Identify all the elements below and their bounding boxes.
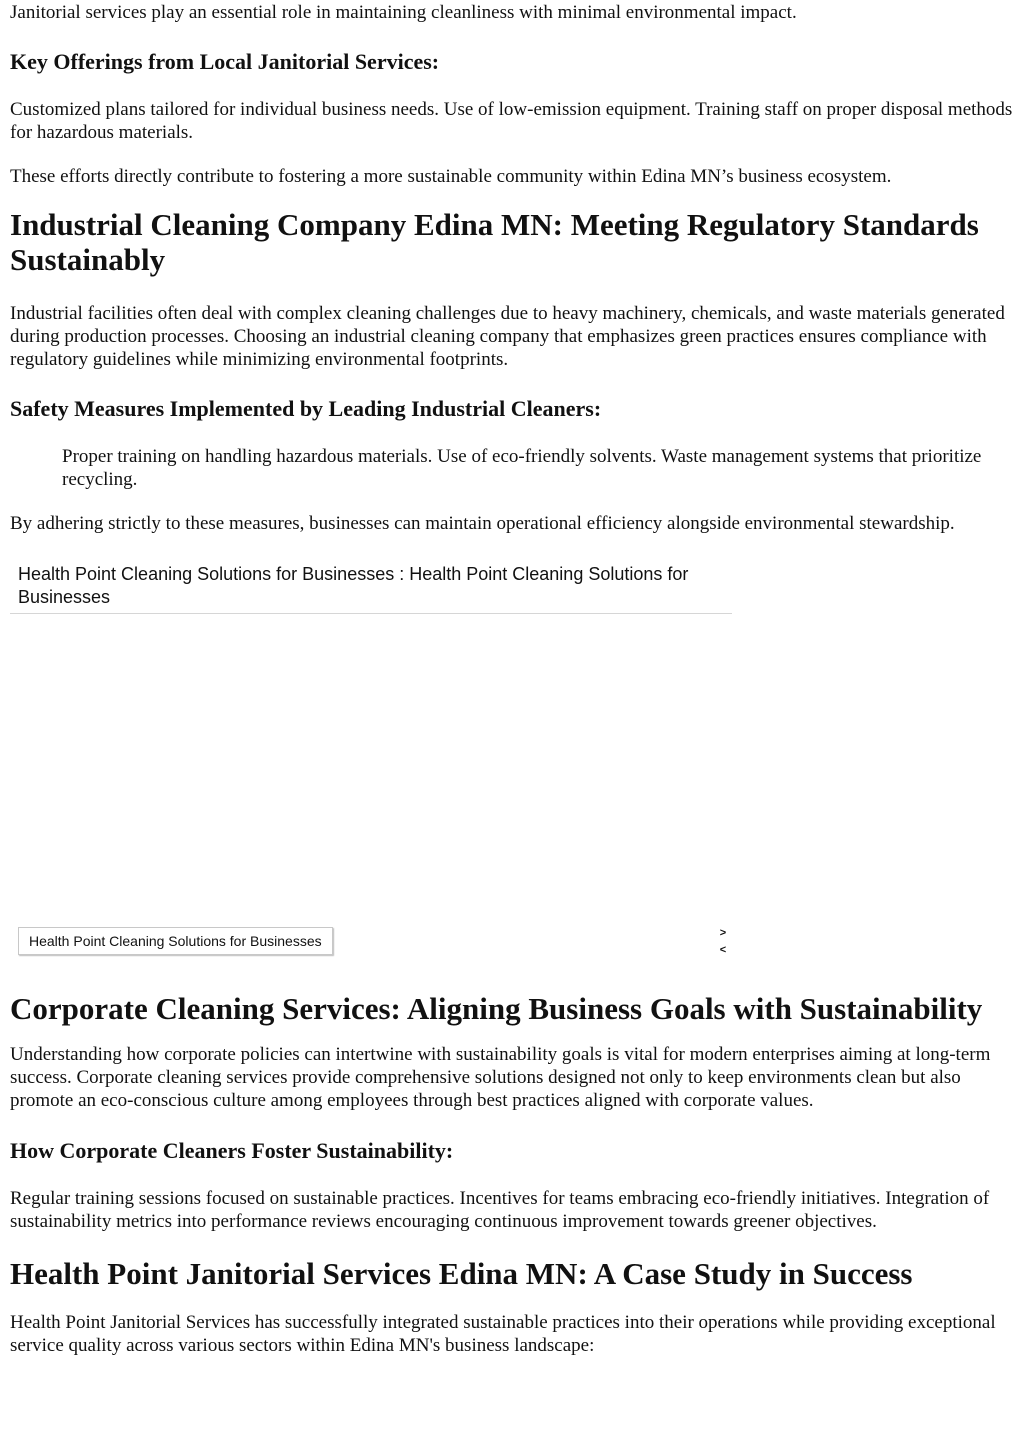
industrial-heading: Industrial Cleaning Company Edina MN: Meeting Regulatory Standards Sustainably [10, 207, 979, 277]
slideshow-nav [717, 925, 729, 959]
case-study-heading: Health Point Janitorial Services Edina MN: A Case Study in Success [10, 1256, 913, 1291]
corporate-paragraph: Understanding how corporate policies can intertwine with sustainability goals is vital for modern enterprises aiming at long-term success. Corporate cleaning services provide comprehensive solutions designed not only to keep environments clean but also promote an eco-conscious culture among employees through best practices aligned with corporate values. [10, 1044, 991, 1111]
safety-heading: Safety Measures Implemented by Leading Industrial Cleaners: [10, 396, 602, 421]
prev-slide-icon[interactable]: < [719, 944, 727, 956]
article-content [10, 0, 1014, 1357]
case-study-paragraph: Health Point Janitorial Services has successfully integrated sustainable practices into their operations while providing exceptional service quality across various sectors within Edina MN's business landscape: [10, 1312, 996, 1356]
intro-paragraph: Janitorial services play an essential role in maintaining cleanliness with minimal environmental impact. [10, 2, 797, 23]
foster-heading: How Corporate Cleaners Foster Sustainability: [10, 1138, 454, 1163]
safety-measures-quote: Proper training on handling hazardous materials. Use of eco-friendly solvents. Waste management systems that prioritize recycling. [62, 446, 982, 490]
next-slide-icon[interactable]: > [719, 927, 727, 939]
slideshow-link-button[interactable]: Health Point Cleaning Solutions for Businesses [18, 927, 333, 955]
corporate-heading: Corporate Cleaning Services: Aligning Business Goals with Sustainability [10, 991, 983, 1026]
offerings-heading: Key Offerings from Local Janitorial Services: [10, 49, 440, 74]
industrial-paragraph: Industrial facilities often deal with complex cleaning challenges due to heavy machinery, chemicals, and waste materials generated during production processes. Choosing an industrial cleaning company that emphasizes green practices ensures compliance with regulatory guidelines while minimizing environmental footprints. [10, 303, 1005, 370]
slideshow-viewer[interactable] [10, 614, 732, 914]
foster-paragraph: Regular training sessions focused on sustainable practices. Incentives for teams embracing eco-friendly initiatives. Integration of sustainability metrics into performance reviews encouraging continuous improvement towards greener objectives. [10, 1188, 990, 1232]
offerings-closing-paragraph: These efforts directly contribute to fostering a more sustainable community within Edina MN’s business ecosystem. [10, 166, 892, 187]
offerings-paragraph: Customized plans tailored for individual business needs. Use of low-emission equipment. Training staff on proper disposal methods for hazardous materials. [10, 99, 1013, 143]
industrial-closing-paragraph: By adhering strictly to these measures, businesses can maintain operational efficiency alongside environmental stewardship. [10, 513, 955, 534]
slideshow-embed [10, 563, 732, 960]
slideshow-title: Health Point Cleaning Solutions for Businesses : Health Point Cleaning Solutions for Businesses [10, 563, 732, 614]
